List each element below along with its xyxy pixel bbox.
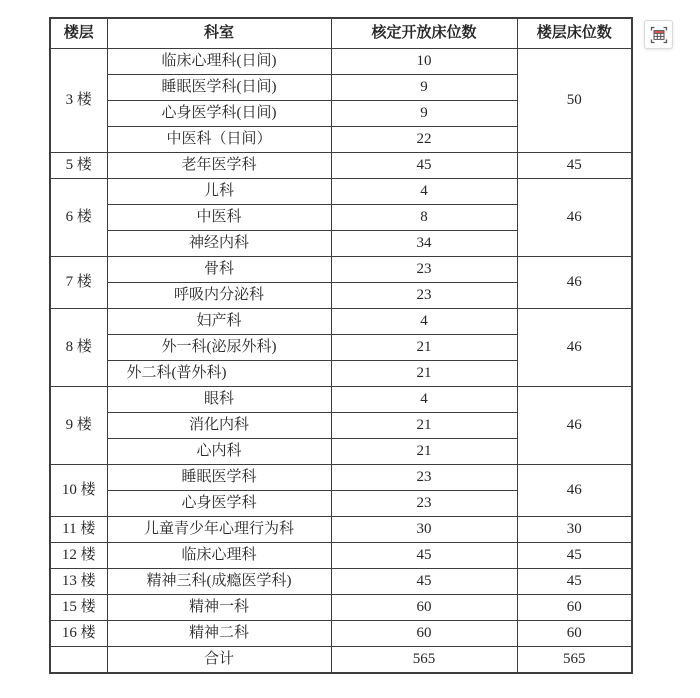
table-row	[50, 49, 632, 75]
col-header-dept: 科室	[107, 18, 331, 49]
table-row	[50, 569, 632, 595]
dept-cell: 老年医学科	[107, 153, 331, 179]
floor-total-cell: 46	[517, 465, 632, 517]
floor-cell: 3 楼	[50, 49, 107, 153]
dept-cell: 心内科	[107, 439, 331, 465]
table-row	[50, 257, 632, 283]
table-frame-icon	[650, 26, 668, 44]
dept-cell: 消化内科	[107, 413, 331, 439]
beds-cell: 21	[331, 439, 517, 465]
floor-cell	[50, 647, 107, 674]
floor-total-cell: 45	[517, 543, 632, 569]
dept-cell: 心身医学科	[107, 491, 331, 517]
beds-cell: 60	[331, 595, 517, 621]
bed-count-table	[49, 17, 633, 674]
dept-cell: 精神三科(成瘾医学科)	[107, 569, 331, 595]
beds-cell: 45	[331, 153, 517, 179]
beds-cell: 21	[331, 413, 517, 439]
floor-cell: 10 楼	[50, 465, 107, 517]
dept-cell: 儿科	[107, 179, 331, 205]
floor-cell: 12 楼	[50, 543, 107, 569]
table-row	[50, 309, 632, 335]
beds-cell: 565	[331, 647, 517, 674]
floor-cell: 15 楼	[50, 595, 107, 621]
dept-cell: 外二科(普外科)	[107, 361, 331, 387]
floor-total-cell: 60	[517, 621, 632, 647]
beds-cell: 45	[331, 543, 517, 569]
floor-total-cell: 50	[517, 49, 632, 153]
beds-cell: 10	[331, 49, 517, 75]
table-row	[50, 543, 632, 569]
table-row	[50, 621, 632, 647]
col-header-approved-beds: 核定开放床位数	[331, 18, 517, 49]
table-total-row	[50, 647, 632, 674]
floor-cell: 16 楼	[50, 621, 107, 647]
floor-cell: 13 楼	[50, 569, 107, 595]
dept-cell: 心身医学科(日间)	[107, 101, 331, 127]
total-label-cell: 合计	[107, 647, 331, 674]
table-row	[50, 153, 632, 179]
beds-cell: 23	[331, 465, 517, 491]
dept-cell: 中医科	[107, 205, 331, 231]
floor-total-cell: 30	[517, 517, 632, 543]
dept-cell: 儿童青少年心理行为科	[107, 517, 331, 543]
dept-cell: 睡眠医学科	[107, 465, 331, 491]
beds-cell: 9	[331, 101, 517, 127]
floor-cell: 11 楼	[50, 517, 107, 543]
floor-cell: 9 楼	[50, 387, 107, 465]
dept-cell: 外一科(泌尿外科)	[107, 335, 331, 361]
beds-cell: 34	[331, 231, 517, 257]
dept-cell: 眼科	[107, 387, 331, 413]
table-row	[50, 465, 632, 491]
floor-total-cell: 45	[517, 153, 632, 179]
dept-cell: 妇产科	[107, 309, 331, 335]
beds-cell: 8	[331, 205, 517, 231]
beds-cell: 4	[331, 309, 517, 335]
beds-cell: 4	[331, 387, 517, 413]
beds-cell: 30	[331, 517, 517, 543]
dept-cell: 骨科	[107, 257, 331, 283]
table-row	[50, 179, 632, 205]
beds-cell: 9	[331, 75, 517, 101]
floor-total-cell: 46	[517, 257, 632, 309]
table-row	[50, 387, 632, 413]
beds-cell: 23	[331, 491, 517, 517]
dept-cell: 临床心理科(日间)	[107, 49, 331, 75]
floor-total-cell: 46	[517, 309, 632, 387]
floor-cell: 7 楼	[50, 257, 107, 309]
floor-cell: 5 楼	[50, 153, 107, 179]
table-tool-button[interactable]	[644, 20, 673, 49]
floor-total-cell: 60	[517, 595, 632, 621]
beds-cell: 21	[331, 361, 517, 387]
table-row	[50, 595, 632, 621]
floor-total-cell: 46	[517, 387, 632, 465]
beds-cell: 23	[331, 257, 517, 283]
beds-cell: 23	[331, 283, 517, 309]
floor-total-cell: 565	[517, 647, 632, 674]
floor-total-cell: 45	[517, 569, 632, 595]
beds-cell: 22	[331, 127, 517, 153]
table-row	[50, 517, 632, 543]
beds-cell: 4	[331, 179, 517, 205]
col-header-floor-beds: 楼层床位数	[517, 18, 632, 49]
beds-cell: 60	[331, 621, 517, 647]
dept-cell: 神经内科	[107, 231, 331, 257]
col-header-floor: 楼层	[50, 18, 107, 49]
dept-cell: 精神二科	[107, 621, 331, 647]
table-header-row	[50, 18, 632, 49]
floor-cell: 8 楼	[50, 309, 107, 387]
dept-cell: 呼吸内分泌科	[107, 283, 331, 309]
floor-total-cell: 46	[517, 179, 632, 257]
floor-cell: 6 楼	[50, 179, 107, 257]
beds-cell: 45	[331, 569, 517, 595]
dept-cell: 中医科（日间）	[107, 127, 331, 153]
dept-cell: 睡眠医学科(日间)	[107, 75, 331, 101]
beds-cell: 21	[331, 335, 517, 361]
dept-cell: 精神一科	[107, 595, 331, 621]
dept-cell: 临床心理科	[107, 543, 331, 569]
